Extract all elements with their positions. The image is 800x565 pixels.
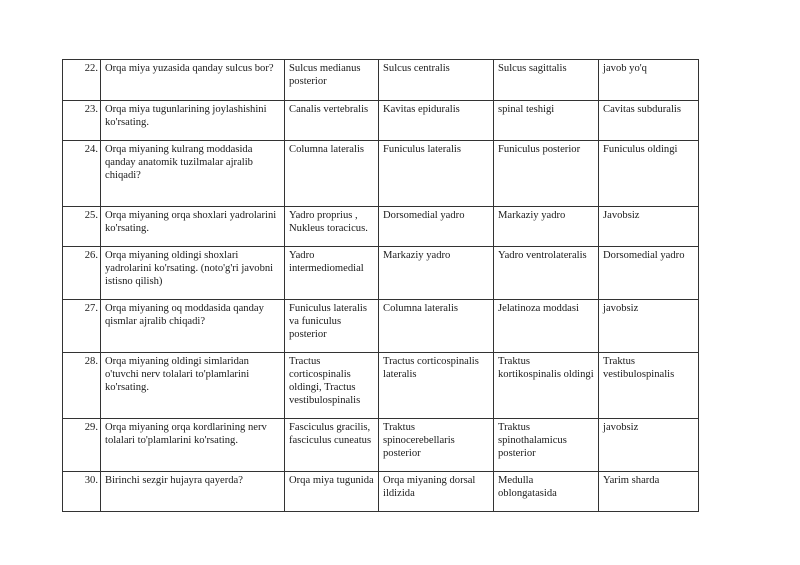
question-number: 27. bbox=[63, 300, 101, 353]
answer-option-c: Sulcus sagittalis bbox=[494, 60, 599, 101]
answer-option-c: Traktus spinothalamicus posterior bbox=[494, 419, 599, 472]
answer-option-b: Dorsomedial yadro bbox=[379, 207, 494, 247]
answer-option-b: Tractus corticospinalis lateralis bbox=[379, 353, 494, 419]
table-row bbox=[63, 300, 699, 353]
question-text: Orqa miya tugunlarining joylashishini ko'rsating. bbox=[101, 101, 285, 141]
answer-option-a: Columna lateralis bbox=[285, 141, 379, 207]
table-row bbox=[63, 419, 699, 472]
question-text: Birinchi sezgir hujayra qayerda? bbox=[101, 472, 285, 512]
question-number: 29. bbox=[63, 419, 101, 472]
question-text: Orqa miyaning orqa kordlarining nerv tolalari to'plamlarini ko'rsating. bbox=[101, 419, 285, 472]
answer-option-a: Fasciculus gracilis, fasciculus cuneatus bbox=[285, 419, 379, 472]
table-row bbox=[63, 207, 699, 247]
answer-option-a: Yadro proprius , Nukleus toracicus. bbox=[285, 207, 379, 247]
answer-option-c: Yadro ventrolateralis bbox=[494, 247, 599, 300]
quiz-table-body bbox=[63, 60, 699, 512]
question-text: Orqa miyaning oldingi simlaridan o'tuvchi nerv tolalari to'plamlarini ko'rsating. bbox=[101, 353, 285, 419]
answer-option-b: Traktus spinocerebellaris posterior bbox=[379, 419, 494, 472]
answer-option-d: javob yo'q bbox=[599, 60, 699, 101]
answer-option-a: Orqa miya tugunida bbox=[285, 472, 379, 512]
table-row bbox=[63, 247, 699, 300]
answer-option-c: Jelatinoza moddasi bbox=[494, 300, 599, 353]
answer-option-a: Sulcus medianus posterior bbox=[285, 60, 379, 101]
question-number: 22. bbox=[63, 60, 101, 101]
table-row bbox=[63, 60, 699, 101]
answer-option-d: javobsiz bbox=[599, 419, 699, 472]
question-number: 24. bbox=[63, 141, 101, 207]
answer-option-d: Dorsomedial yadro bbox=[599, 247, 699, 300]
question-number: 26. bbox=[63, 247, 101, 300]
table-row bbox=[63, 472, 699, 512]
table-row bbox=[63, 353, 699, 419]
answer-option-a: Tractus corticospinalis oldingi, Tractus vestibulospinalis bbox=[285, 353, 379, 419]
answer-option-c: Funiculus posterior bbox=[494, 141, 599, 207]
answer-option-a: Funiculus lateralis va funiculus posterior bbox=[285, 300, 379, 353]
answer-option-d: Javobsiz bbox=[599, 207, 699, 247]
quiz-table bbox=[62, 59, 699, 512]
answer-option-d: Funiculus oldingi bbox=[599, 141, 699, 207]
answer-option-c: Markaziy yadro bbox=[494, 207, 599, 247]
question-text: Orqa miyaning oldingi shoxlari yadrolarini ko'rsating. (noto'g'ri javobni istisno qilish) bbox=[101, 247, 285, 300]
answer-option-a: Canalis vertebralis bbox=[285, 101, 379, 141]
question-number: 25. bbox=[63, 207, 101, 247]
answer-option-d: Traktus vestibulospinalis bbox=[599, 353, 699, 419]
question-number: 28. bbox=[63, 353, 101, 419]
answer-option-d: Cavitas subduralis bbox=[599, 101, 699, 141]
table-row bbox=[63, 101, 699, 141]
answer-option-c: Traktus kortikospinalis oldingi bbox=[494, 353, 599, 419]
answer-option-c: Medulla oblongatasida bbox=[494, 472, 599, 512]
answer-option-b: Orqa miyaning dorsal ildizida bbox=[379, 472, 494, 512]
answer-option-b: Markaziy yadro bbox=[379, 247, 494, 300]
answer-option-b: Funiculus lateralis bbox=[379, 141, 494, 207]
question-text: Orqa miya yuzasida qanday sulcus bor? bbox=[101, 60, 285, 101]
answer-option-d: javobsiz bbox=[599, 300, 699, 353]
question-text: Orqa miyaning oq moddasida qanday qismlar ajralib chiqadi? bbox=[101, 300, 285, 353]
answer-option-b: Kavitas epiduralis bbox=[379, 101, 494, 141]
answer-option-b: Sulcus centralis bbox=[379, 60, 494, 101]
answer-option-c: spinal teshigi bbox=[494, 101, 599, 141]
answer-option-b: Columna lateralis bbox=[379, 300, 494, 353]
question-number: 30. bbox=[63, 472, 101, 512]
question-number: 23. bbox=[63, 101, 101, 141]
question-text: Orqa miyaning kulrang moddasida qanday anatomik tuzilmalar ajralib chiqadi? bbox=[101, 141, 285, 207]
question-text: Orqa miyaning orqa shoxlari yadrolarini ko'rsating. bbox=[101, 207, 285, 247]
answer-option-a: Yadro intermediomedial bbox=[285, 247, 379, 300]
table-row bbox=[63, 141, 699, 207]
answer-option-d: Yarim sharda bbox=[599, 472, 699, 512]
